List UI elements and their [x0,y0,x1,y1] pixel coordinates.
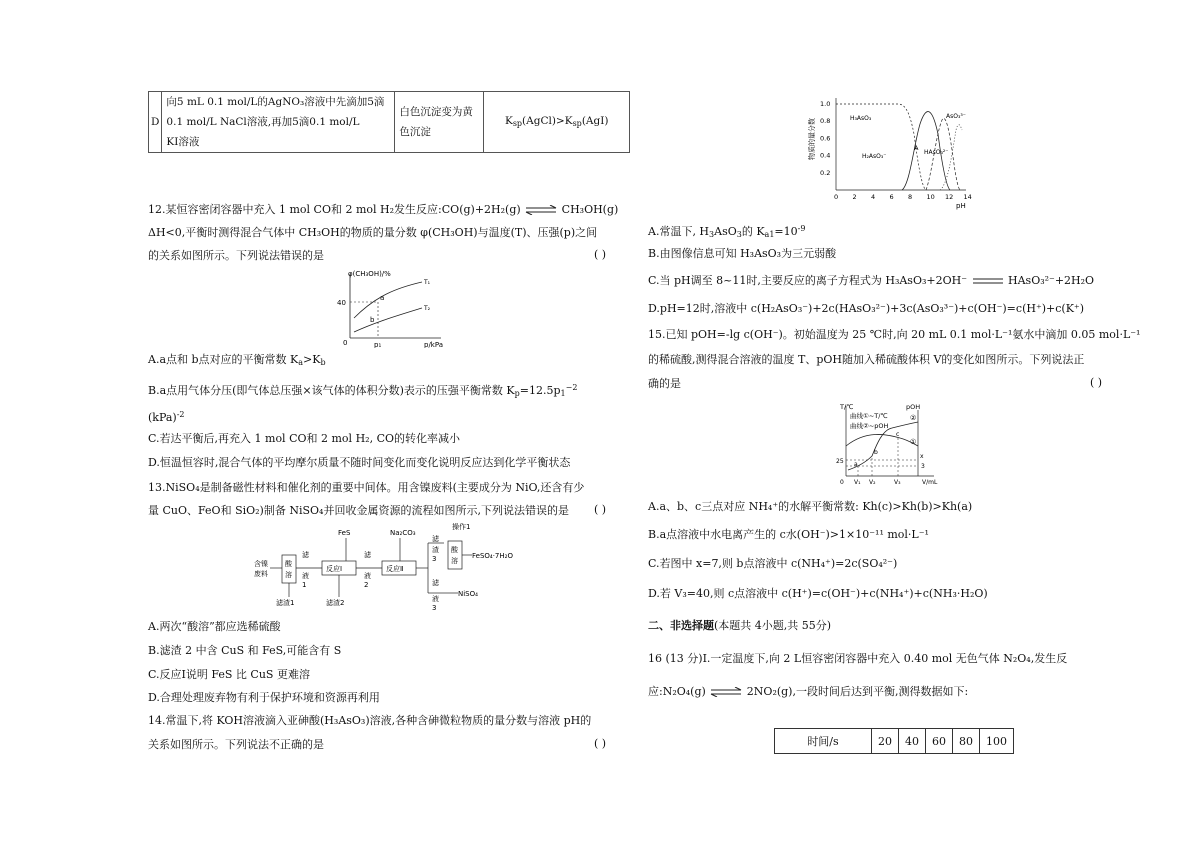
point-label: a [854,461,858,468]
q15-option-d: D.若 V₃=40,则 c点溶液中 c(H⁺)=c(OH⁻)+c(NH₄⁺)+c(NH₃·H₂O) [648,587,988,600]
section-title: 二、非选择题 [648,619,714,632]
x-tick-label: V₃ [894,479,901,486]
q12-stem-line2: ΔH<0,平衡时测得混合气体中 CH₃OH的物质的量分数 φ(CH₃OH)与温度(T)、压强(p)之间 [148,226,598,239]
point-label: a [380,294,385,302]
species-label: H₃AsO₃ [850,115,872,122]
x-tick-label: 10 [926,193,935,201]
x-axis-label: V/mL [922,479,938,486]
q15-chart [836,400,944,490]
point-label: b [874,449,878,456]
point-label: b [370,316,375,324]
origin-label: 0 [840,479,844,486]
y-tick-label: 0.8 [820,117,831,126]
flow-reactor2: 反应Ⅱ [386,565,404,573]
q12-stem-product: CH₃OH(g) [561,203,619,216]
q15-stem-line3: 确的是 [648,377,681,390]
flow-filtrate2: 2 [364,581,369,589]
q16-data-table [774,728,1014,754]
curve-label: T₁ [424,279,431,286]
option-letter: D [149,92,162,153]
equilibrium-arrow-icon [709,687,743,697]
q12-stem-line3: 的关系如图所示。下列说法错误的是 [148,249,324,262]
q12-option-d: D.恒温恒容时,混合气体的平均摩尔质量不随时间变化而变化说明反应达到化学平衡状态 [148,456,571,469]
phenomenon-cell [395,92,484,153]
q12-option-b-unit: (kPa)$^{-2}$ [148,410,185,424]
q16-stem-rest: 2NO₂(g),一段时间后达到平衡,测得数据如下: [746,685,969,698]
y-axis-label: 物质的量分数 [808,118,816,160]
conclusion-cell: $K_{sp}(AgCl)>K_{sp}(AgI)$ [484,92,630,153]
origin-label: 0 [343,339,348,347]
q14-option-d: D.pH=12时,溶液中 c(H₂AsO₃⁻)+2c(HAsO₃²⁻)+3c(AsO₃³⁻)+c(OH⁻)=c(H⁺)+c(K⁺) [648,302,1085,315]
flow-reagent-na2co3: Na₂CO₃ [390,529,416,537]
y-tick-right: 3 [921,463,925,470]
y-axis-label-left: T/℃ [840,403,854,411]
q12-option-c: C.若达平衡后,再充入 1 mol CO和 2 mol H₂, CO的转化率减小 [148,432,461,445]
answer-bracket: ( ) [594,737,607,750]
q14-stem-line2: 关系如图所示。下列说法不正确的是 [148,738,324,751]
section-heading [648,618,831,634]
y-tick-label: 40 [337,299,346,307]
flow-operation1: 操作1 [452,523,471,531]
flow-product2: NiSO₄ [458,590,478,598]
answer-bracket: ( ) [594,503,607,516]
flow-filtrate3: 液 [432,595,439,603]
q16-stem-reactant: 应:N₂O₄(g) [648,685,706,698]
x-tick-group [834,193,972,201]
flow-filtrate3: 滤 [432,579,439,587]
curve-mark: ② [910,414,917,422]
table-cell: 80 [953,729,980,754]
flow-residue3: 渣 [432,546,439,554]
point-label: c [896,431,900,438]
species-label: AsO₃³⁻ [946,113,966,120]
x-value-label: x [920,453,924,460]
table-header: 时间/s [775,729,872,754]
legend-curve2: 曲线②~pOH [850,422,889,430]
flow-filtrate1: 滤 [302,551,309,559]
q14-option-c [648,273,1094,289]
section-note: (本题共 4小题,共 55分) [714,619,832,632]
q16-stem-line1: 16 (13 分)Ⅰ.一定温度下,向 2 L恒容密闭容器中充入 0.40 mol 无色气体 N₂O₄,发生反 [648,652,1068,665]
x-tick-label: 6 [889,193,894,201]
q14-option-b: B.由图像信息可知 H₃AsO₃为三元弱酸 [648,247,837,260]
species-label: H₂AsO₃⁻ [862,153,887,160]
curve-mark: ① [910,438,917,446]
point-label: A [914,144,919,152]
table-cell: 40 [899,729,926,754]
y-tick-left: 25 [836,458,844,465]
q12-chart [336,268,448,348]
answer-bracket: ( ) [594,248,607,261]
x-tick-label: 2 [852,193,857,201]
curve-aso3 [940,125,962,190]
q13-option-b: B.滤渣 2 中含 CuS 和 FeS,可能含有 S [148,644,342,657]
flow-filtrate1: 1 [302,581,307,589]
operation-line: 0.1 mol/L NaCl溶液,再加5滴0.1 mol/L [166,116,360,128]
q15-option-b: B.a点溶液中水电离产生的 c水(OH⁻)>1×10⁻¹¹ mol·L⁻¹ [648,528,929,541]
q13-flowchart [250,521,550,613]
curve-t2 [354,308,422,332]
flow-acid-text: 溶 [285,571,292,579]
q13-stem-line1: 13.NiSO₄是制备磁性材料和催化剂的重要中间体。用含镍废料(主要成分为 NiO,还含有少 [148,481,585,494]
y-tick-label: 0.4 [820,151,831,160]
q14-option-c-product: HAsO₃²⁻+2H₂O [1008,274,1095,287]
q16-stem-line2 [648,684,968,700]
table-row [149,92,630,153]
x-axis-label: pH [956,202,966,210]
q14-stem-line1: 14.常温下,将 KOH溶液滴入亚砷酸(H₃AsO₃)溶液,各种含砷微粒物质的量分数与溶液 pH的 [148,714,592,727]
x-axis-label: p/kPa [424,341,444,348]
q15-option-c: C.若图中 x=7,则 b点溶液中 c(NH₄⁺)=2c(SO₄²⁻) [648,557,898,570]
legend-curve1: 曲线①~T/℃ [850,412,888,420]
flow-filtrate3: 3 [432,604,437,612]
phenomenon-line: 色沉淀 [399,126,431,138]
y-tick-group [820,100,830,177]
q13-option-d: D.合理处理废弃物有利于保护环境和资源再利用 [148,691,380,704]
flow-raw-material: 废料 [254,570,268,578]
x-tick-label: 4 [871,193,876,201]
flow-filtrate2: 液 [364,572,371,580]
y-tick-label: 0.6 [820,134,831,143]
flow-raw-material: 含镍 [254,560,268,568]
q12-stem-text: 12.某恒容密闭容器中充入 1 mol CO和 2 mol H₂发生反应:CO(g)+2H₂(g) [148,203,521,216]
y-tick-label: 0.2 [820,168,831,177]
operation-line: 向5 mL 0.1 mol/L的AgNO₃溶液中先滴加5滴 [166,96,385,108]
flow-residue3: 3 [432,555,437,563]
x-tick-label: V₂ [869,479,876,486]
operation-cell [162,92,395,153]
curve-t1 [354,282,422,318]
x-tick-label: 12 [945,193,954,201]
equilibrium-arrow-icon [524,205,558,215]
table-row [775,729,1014,754]
answer-bracket: ( ) [1090,376,1103,389]
q14-option-a: A.常温下, $H_3AsO_3$的 $K_{a1}=10^{-9}$ [648,224,806,239]
x-tick-label: 0 [834,193,839,201]
y-tick-label: 1.0 [820,100,831,108]
species-label: HAsO₃²⁻ [924,149,949,156]
q14-chart [806,94,982,212]
phenomenon-line: 白色沉淀变为黄 [399,106,473,118]
table-cell: 100 [980,729,1014,754]
flow-filtrate2: 滤 [364,551,371,559]
x-tick-label: 8 [908,193,913,201]
flow-reagent-fes: FeS [338,529,351,537]
x-tick-label: V₁ [854,479,861,486]
flow-acid-text: 酸 [451,546,458,554]
option-d-table [148,91,630,153]
y-axis-label: φ(CH₃OH)/% [348,270,391,278]
flow-acid-text: 溶 [451,557,458,565]
flow-filtrate1: 液 [302,572,309,580]
flow-residue1: 滤渣1 [276,599,295,607]
flow-product1: FeSO₄·7H₂O [472,552,513,560]
q13-option-a: A.两次“酸溶”都应选稀硫酸 [148,620,281,633]
reaction-arrow-icon [971,277,1005,285]
x-tick-label: p₁ [374,341,382,348]
flow-reactor1: 反应Ⅰ [326,565,343,573]
q14-option-c-text: C.当 pH调至 8~11时,主要反应的离子方程式为 H₃AsO₃+2OH⁻ [648,274,968,287]
flow-residue3: 滤 [432,535,439,543]
q15-stem-line2: 的稀硫酸,测得混合溶液的温度 T、pOH随加入稀硫酸体积 V的变化如图所示。下列说法正 [648,353,1085,366]
curve-label: T₂ [424,305,431,312]
flow-acid-text: 酸 [285,560,292,568]
q15-option-a: A.a、b、c三点对应 NH₄⁺的水解平衡常数: Kh(c)>Kh(b)>Kh(a) [648,500,973,513]
table-cell: 60 [926,729,953,754]
q12-option-b: B.a点用气体分压(即气体总压强×该气体的体积分数)表示的压强平衡常数 $K_p=12.5p_1^{-2}$ [148,383,578,398]
table-cell: 20 [872,729,899,754]
x-tick-label: 14 [963,193,972,201]
q15-stem-line1: 15.已知 pOH=-lg c(OH⁻)。初始温度为 25 ℃时,向 20 mL 0.1 mol·L⁻¹氨水中滴加 0.05 mol·L⁻¹ [648,328,1141,341]
flow-residue2: 滤渣2 [326,599,345,607]
q13-stem-line2: 量 CuO、FeO和 SiO₂)制备 NiSO₄并回收金属资源的流程如图所示,下列说法错误的是 [148,504,569,517]
y-axis-label-right: pOH [906,403,921,411]
q13-option-c: C.反应Ⅰ说明 FeS 比 CuS 更难溶 [148,668,310,681]
operation-line: KI溶液 [166,136,200,148]
q12-option-a: A.a点和 b点对应的平衡常数 $K_a>K_b$ [148,353,326,367]
q12-stem-line1 [148,202,618,218]
